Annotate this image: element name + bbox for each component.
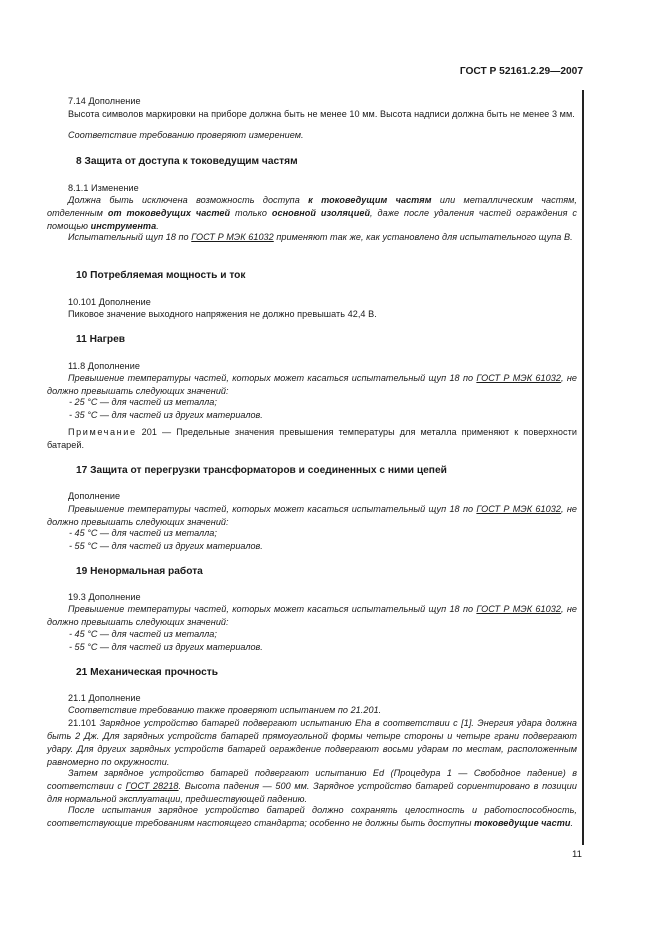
clause-19-3-title: 19.3 Дополнение	[68, 592, 141, 602]
term-live-parts: токоведущие части	[474, 817, 571, 828]
clause-19-3-text: Превышение температуры частей, которых может касаться испытательный щуп 18 по ГОСТ Р МЭК 61032, не должно превышать следующих значений:	[47, 604, 577, 627]
term-live-parts: к токоведущим частям	[308, 195, 432, 205]
clause-8-1-1-title: 8.1.1 Изменение	[68, 183, 139, 193]
clause-17-item-metal: - 45 °С — для частей из металла;	[69, 528, 217, 538]
clause-11-note: Примечание 201 — Предельные значения превышения температуры для металла применяют к поверхности батарей.	[47, 427, 577, 450]
clause-11-8-text: Превышение температуры частей, которых может касаться испытательный щуп 18 по ГОСТ Р МЭК 61032, не должно превышать следующих значений:	[47, 373, 577, 396]
term-basic-insulation: основной изоляцией	[271, 207, 371, 218]
change-bar	[582, 90, 584, 845]
clause-7-14-compliance: Соответствие требованию проверяют измерением.	[68, 130, 304, 140]
clause-21-1-compliance: Соответствие требованию также проверяют испытанием по 21.201.	[68, 705, 382, 715]
clause-11-8-title: 11.8 Дополнение	[68, 361, 140, 371]
clause-21-101-text: 21.101 Зарядное устройство батарей подвергают испытанию Ehа в соответствии с [1]. Энергия удара должна быть 2 Дж. Для зарядных устройств батарей прямоугольной формы четыре стороны и четыре грани подвергают удару. Для других зарядных устройств батарей ограждение подвергают восьми ударам по местам, расположенным равномерно по окружности.	[47, 718, 577, 767]
ref-gost-iec-61032: ГОСТ Р МЭК 61032	[476, 373, 561, 383]
clause-21-drop-test-text: Затем зарядное устройство батарей подвергают испытанию Ed (Процедура 1 — Свободное падение) в соответствии с ГОСТ 28218. Высота падения — 500 мм. Зарядное устройство батарей сориентировано в позиции для нормальной эксплуатации, предшествующей падению.	[47, 768, 577, 804]
clause-21-101-number: 21.101	[68, 718, 100, 728]
term-tool: инструмента	[90, 220, 157, 231]
clause-17-text: Превышение температуры частей, которых может касаться испытательный щуп 18 по ГОСТ Р МЭК 61032, не должно превышать следующих значений:	[47, 504, 577, 527]
ref-gost-iec-61032: ГОСТ Р МЭК 61032	[191, 232, 274, 242]
clause-11-8-item-other: - 35 °С — для частей из других материалов.	[69, 410, 263, 420]
document-header: ГОСТ Р 52161.2.29—2007	[459, 66, 583, 77]
section-8-heading: 8 Защита от доступа к токоведущим частям	[76, 156, 298, 167]
clause-10-101-text: Пиковое значение выходного напряжения не должно превышать 42,4 В.	[68, 309, 377, 319]
ref-gost-iec-61032: ГОСТ Р МЭК 61032	[476, 504, 561, 514]
clause-19-3-item-metal: - 45 °С — для частей из металла;	[69, 629, 217, 639]
clause-7-14-title: 7.14 Дополнение	[68, 96, 141, 106]
clause-8-probe-text: Испытательный щуп 18 по ГОСТ Р МЭК 61032 применяют так же, как установлено для испытательного щупа В.	[68, 232, 573, 242]
term-from-live-parts: от токоведущих частей	[107, 207, 231, 218]
clause-7-14-text: Высота символов маркировки на приборе должна быть не менее 10 мм. Высота надписи должна быть не менее 3 мм.	[68, 109, 575, 119]
clause-8-1-1-text: Должна быть исключена возможность доступа к токоведущим частям или металлическим частям, отделенным от токоведущих частей только основной изоляцией, даже после удаления частей ограждения с помощью инструмента.	[47, 195, 578, 231]
clause-10-101-title: 10.101 Дополнение	[68, 297, 151, 307]
clause-21-after-test-text: После испытания зарядное устройство батарей должно сохранять целостность и работоспособность, соответствующие требованиям настоящего стандарта; особенно не должны быть доступны токоведущие части.	[47, 805, 577, 828]
ref-gost-28218: ГОСТ 28218	[125, 780, 179, 791]
ref-gost-iec-61032: ГОСТ Р МЭК 61032	[476, 604, 561, 614]
page-number: 11	[572, 849, 582, 860]
section-21-heading: 21 Механическая прочность	[76, 667, 218, 678]
section-19-heading: 19 Ненормальная работа	[76, 566, 203, 577]
section-10-heading: 10 Потребляемая мощность и ток	[76, 270, 246, 281]
note-label: Примечание	[68, 427, 137, 437]
clause-17-title: Дополнение	[68, 491, 121, 501]
section-17-heading: 17 Защита от перегрузки трансформаторов и соединенных с ними цепей	[76, 465, 447, 476]
clause-11-8-item-metal: - 25 °С — для частей из металла;	[69, 397, 217, 407]
clause-19-3-item-other: - 55 °С — для частей из других материалов.	[69, 642, 263, 652]
clause-17-item-other: - 55 °С — для частей из других материалов.	[69, 541, 263, 551]
section-11-heading: 11 Нагрев	[76, 334, 126, 345]
clause-21-1-title: 21.1 Дополнение	[68, 693, 141, 703]
